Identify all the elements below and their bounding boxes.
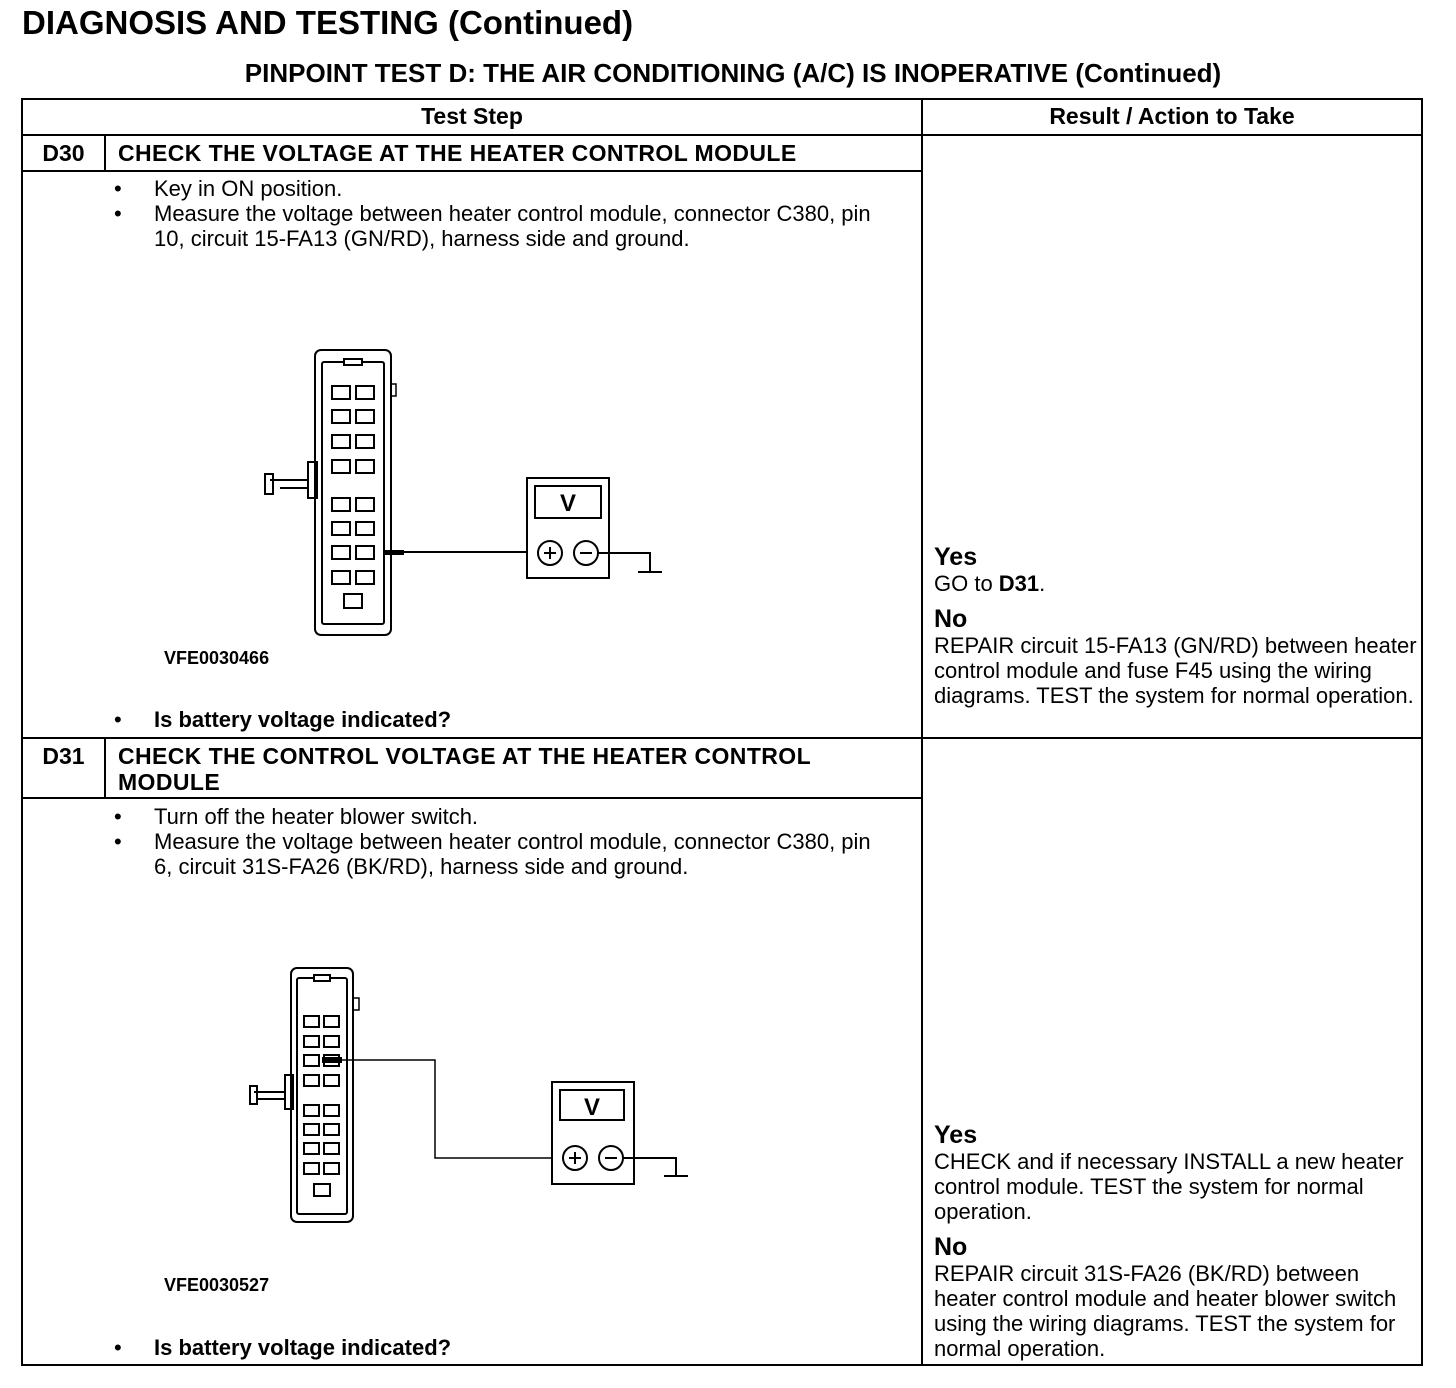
no-text: REPAIR circuit 31S-FA26 (BK/RD) between heater control module and heater blower switch using the wiring diagrams. TEST the system for normal operation. [934,1261,1397,1361]
goto-step-link[interactable]: D31 [998,571,1040,596]
yes-text: GO to [934,571,999,596]
yes-label: Yes [934,543,978,571]
yes-label: Yes [934,1121,978,1149]
step-id-d30: D30 [42,140,85,166]
question-text: Is battery voltage indicated? [154,1335,452,1360]
connector-body [315,350,391,635]
no-text: REPAIR circuit 15-FA13 (GN/RD) between heater control module and fuse F45 using the wiring diagrams. TEST the system for normal operation. [934,633,1417,708]
connector-diagram-d31 [240,958,700,1228]
pinpoint-test-title: PINPOINT TEST D: THE AIR CONDITIONING (A/C) IS INOPERATIVE (Continued) [244,58,1222,88]
ground-symbol [598,553,662,572]
ground-symbol [623,1158,688,1176]
instruction: Key in ON position. [154,176,343,201]
result-d30 [934,543,1418,708]
locking-lever [250,1075,293,1109]
connector-diagram-d30 [240,340,680,640]
voltmeter-label: V [559,490,577,517]
question-d31: • Is battery voltage indicated? [114,1335,452,1360]
figure-id-d31: VFE0030527 [164,1275,270,1295]
instruction: Measure the voltage between heater control module, connector C380, pin 6, circuit 31S-FA26 (BK/RD), harness side and ground. [154,829,871,879]
step-instructions-d31: • Turn off the heater blower switch. • Measure the voltage between heater control module, connector C380, pin 6, circuit 31S-FA26 (BK/RD), harness side and ground. [114,804,871,879]
no-label: No [934,1233,968,1261]
voltmeter-label: V [583,1094,601,1121]
locking-lever [265,462,317,498]
no-label: No [934,605,968,633]
page-title: DIAGNOSIS AND TESTING (Continued) [22,4,634,41]
pin-cavities [332,386,374,584]
question-d30: • Is battery voltage indicated? [114,707,452,732]
header-result: Result / Action to Take [1049,103,1295,129]
step-title-d30: CHECK THE VOLTAGE AT THE HEATER CONTROL MODULE [118,140,797,166]
instruction: Measure the voltage between heater control module, connector C380, pin 10, circuit 15-FA13 (GN/RD), harness side and ground. [154,201,871,251]
figure-id-d30: VFE0030466 [164,648,270,668]
test-lead [342,1060,552,1158]
yes-suffix: . [1039,571,1046,596]
pin-cavities [304,1016,339,1174]
step-instructions-d30: • Key in ON position. • Measure the voltage between heater control module, connector C380, pin 10, circuit 15-FA13 (GN/RD), harness side and ground. [114,176,871,251]
step-title-d31: CHECK THE CONTROL VOLTAGE AT THE HEATER CONTROL MODULE [118,743,811,795]
step-id-d31: D31 [42,743,85,769]
question-text: Is battery voltage indicated? [154,707,452,732]
header-test-step: Test Step [421,103,523,129]
instruction: Turn off the heater blower switch. [154,804,479,829]
yes-text: CHECK and if necessary INSTALL a new heater control module. TEST the system for normal operation. [934,1149,1404,1224]
result-d31 [934,1121,1418,1361]
